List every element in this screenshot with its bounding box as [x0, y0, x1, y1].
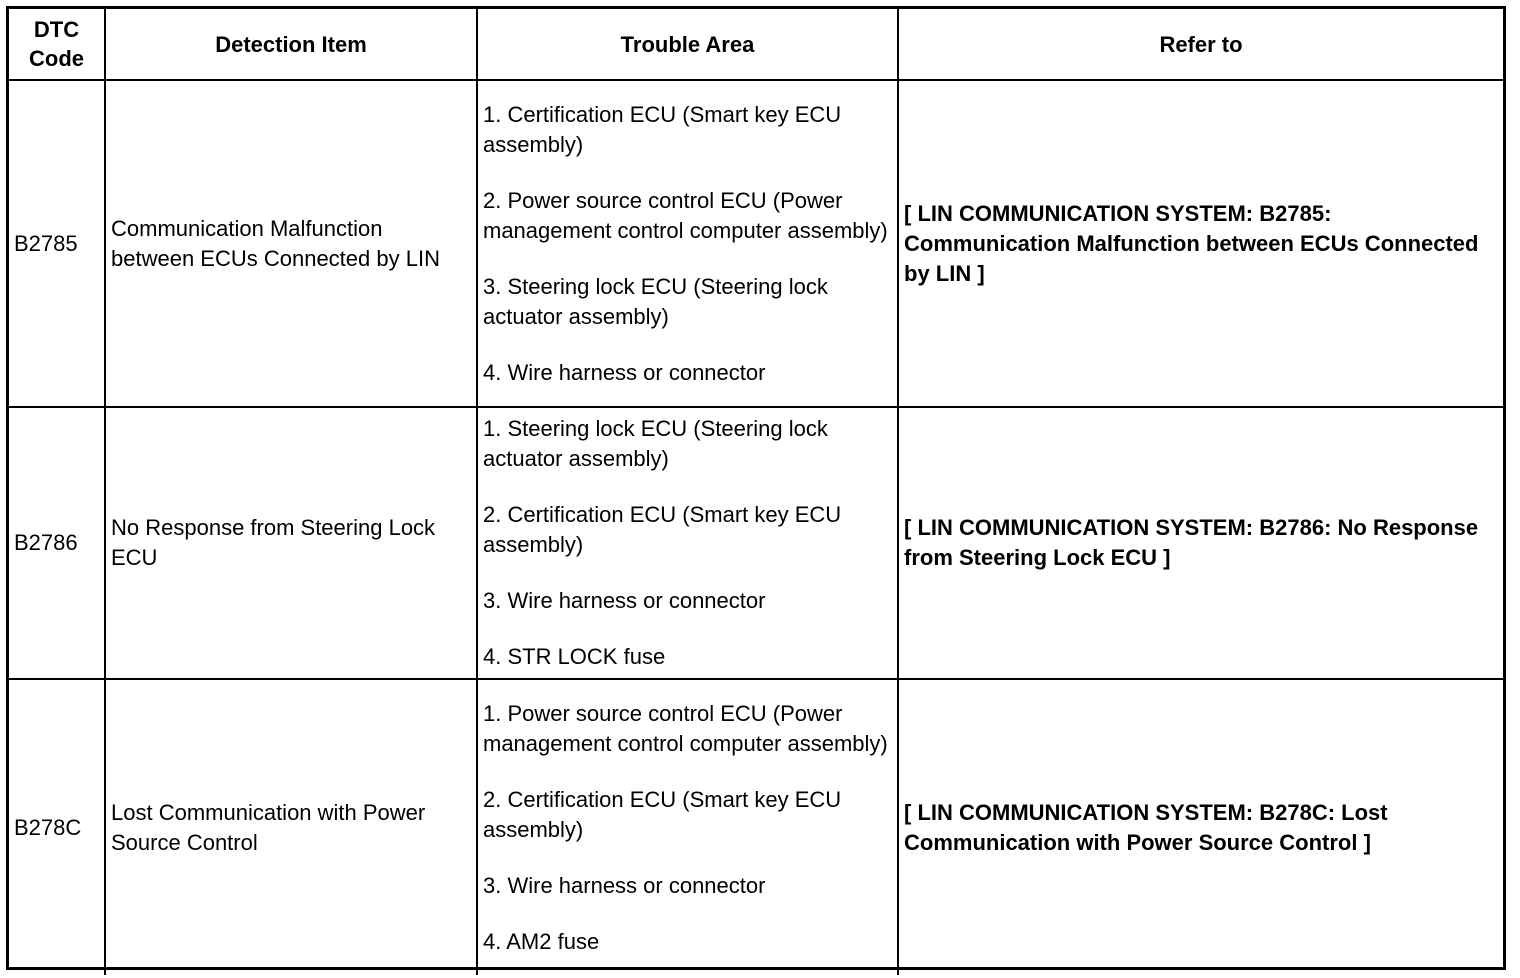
- header-refer-to: Refer to: [898, 9, 1503, 80]
- trouble-area-item: 1. Certification ECU (Smart key ECU assembly): [483, 101, 842, 157]
- trouble-area-item: 4. AM2 fuse: [483, 928, 600, 954]
- table-row: [9, 407, 1503, 679]
- refer-to-cell: [898, 679, 1503, 975]
- refer-to-cell: [898, 80, 1503, 407]
- trouble-area-item: 2. Certification ECU (Smart key ECU assembly): [483, 786, 842, 842]
- trouble-area-cell: [477, 679, 898, 975]
- trouble-area-item: 2. Certification ECU (Smart key ECU assembly): [483, 502, 842, 557]
- trouble-area-cell: [477, 407, 898, 679]
- trouble-area-item: 1. Power source control ECU (Power management control computer assembly): [483, 700, 888, 756]
- dtc-code-cell: B278C: [9, 679, 105, 975]
- detection-item-cell: Communication Malfunction between ECUs Connected by LIN: [105, 80, 477, 407]
- trouble-area-item: 4. STR LOCK fuse: [483, 644, 666, 669]
- dtc-table-container: [6, 6, 1506, 970]
- header-detection-item: Detection Item: [105, 9, 477, 80]
- trouble-area-item: 4. Wire harness or connector: [483, 359, 766, 385]
- trouble-area-item: 3. Wire harness or connector: [483, 872, 766, 898]
- detection-item-cell: No Response from Steering Lock ECU: [105, 407, 477, 679]
- table-header-row: [9, 9, 1503, 80]
- trouble-area-item: 3. Steering lock ECU (Steering lock actuator assembly): [483, 273, 828, 329]
- dtc-code-cell: B2786: [9, 407, 105, 679]
- table-row: [9, 80, 1503, 407]
- trouble-area-cell: [477, 80, 898, 407]
- dtc-code-cell: B2785: [9, 80, 105, 407]
- table-row: [9, 679, 1503, 975]
- header-trouble-area: Trouble Area: [477, 9, 898, 80]
- header-dtc-code: DTC Code: [9, 9, 105, 80]
- trouble-area-item: 1. Steering lock ECU (Steering lock actuator assembly): [483, 416, 828, 471]
- refer-to-cell: [898, 407, 1503, 679]
- detection-item-cell: Lost Communication with Power Source Control: [105, 679, 477, 975]
- refer-to-link[interactable]: [ LIN COMMUNICATION SYSTEM: B2786: No Response from Steering Lock ECU ]: [904, 515, 1479, 570]
- trouble-area-item: 2. Power source control ECU (Power management control computer assembly): [483, 187, 888, 243]
- refer-to-link[interactable]: [ LIN COMMUNICATION SYSTEM: B278C: Lost Communication with Power Source Control ]: [904, 799, 1388, 855]
- dtc-table: [9, 9, 1503, 975]
- refer-to-link[interactable]: [ LIN COMMUNICATION SYSTEM: B2785: Communication Malfunction between ECUs Connected by LIN ]: [904, 200, 1479, 286]
- trouble-area-item: 3. Wire harness or connector: [483, 588, 766, 613]
